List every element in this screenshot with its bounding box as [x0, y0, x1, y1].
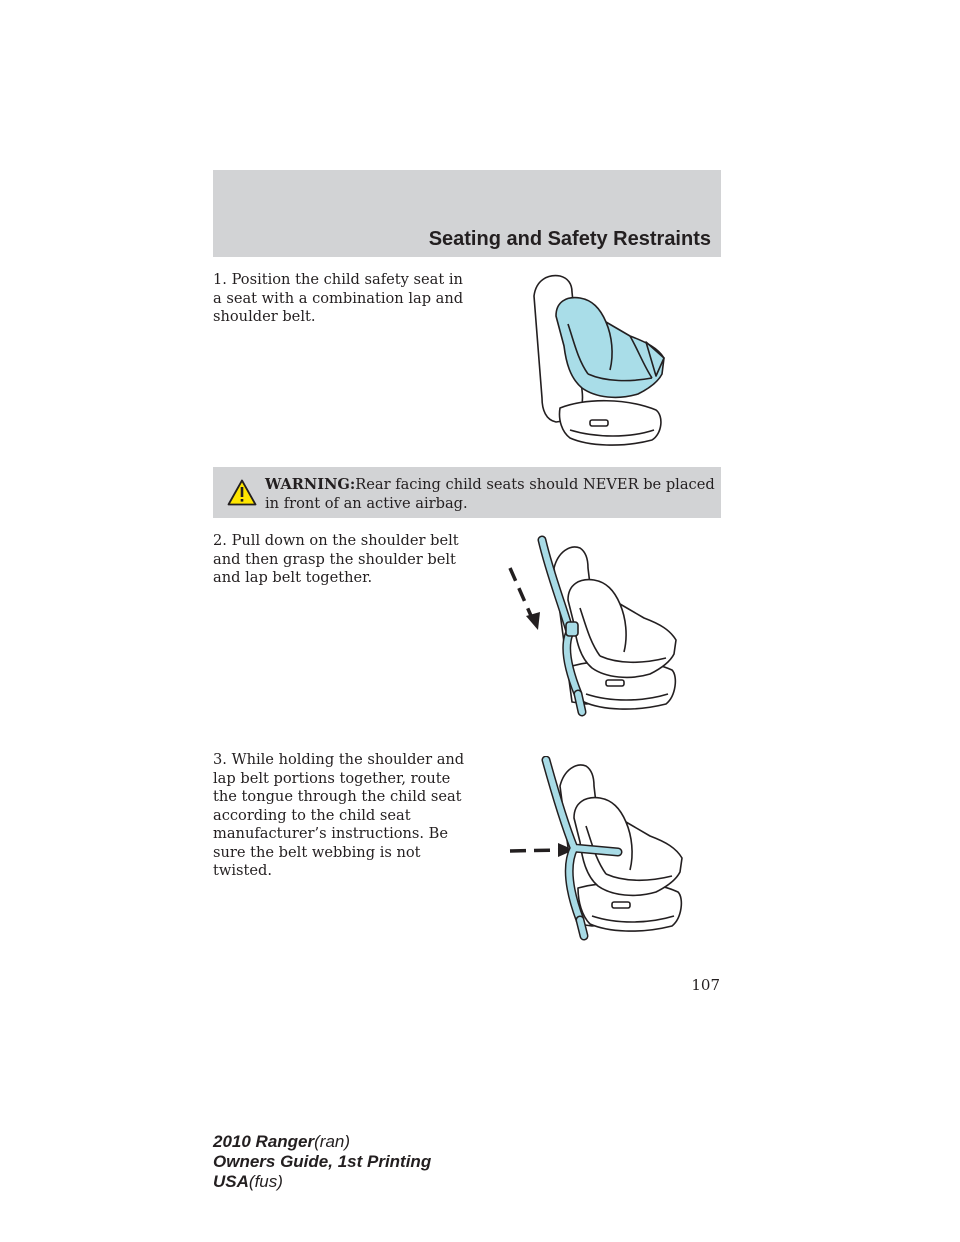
warning-triangle-icon [227, 479, 257, 506]
step-2-text: 2. Pull down on the shoulder belt and then grasp the shoulder belt and lap belt together. [213, 532, 459, 586]
child-seat-illustration-2 [506, 534, 682, 720]
page-number: 107 [691, 976, 720, 994]
warning-label: WARNING: [265, 476, 356, 493]
section-title: Seating and Safety Restraints [428, 228, 711, 250]
step-3-text: 3. While holding the shoulder and lap belt portions together, route the tongue through the child seat according to the child seat manufacturer’s instructions. Be sure the belt webbing is not twisted. [213, 751, 465, 879]
footer-line-1 [213, 1132, 431, 1152]
warning-box [213, 467, 721, 518]
child-seat-illustration-3 [508, 756, 688, 942]
footer-model-code: (ran) [314, 1132, 351, 1151]
child-seat-illustration-1 [526, 270, 672, 450]
footer [213, 1132, 431, 1192]
warning-body: Rear facing child seats should NEVER be placed in front of an active airbag. [265, 476, 715, 512]
footer-region-code: (fus) [248, 1172, 283, 1191]
footer-guide: Owners Guide, 1st Printing [213, 1152, 432, 1171]
footer-line-3 [213, 1172, 431, 1192]
section-header-band [213, 170, 721, 257]
warning-text [265, 476, 715, 513]
footer-region: USA [213, 1172, 249, 1191]
watermark: carmanualsonline.info [796, 1218, 952, 1235]
footer-model: 2010 Ranger [213, 1132, 315, 1151]
step-1-text: 1. Position the child safety seat in a seat with a combination lap and shoulder belt. [213, 271, 464, 325]
